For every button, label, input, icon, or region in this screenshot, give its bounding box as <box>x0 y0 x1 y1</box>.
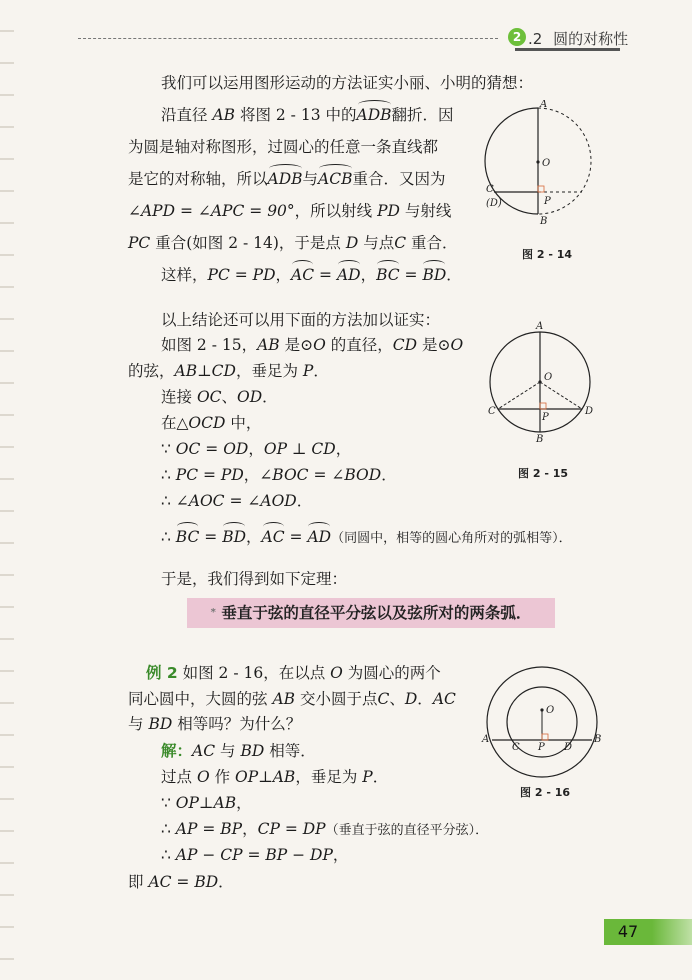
p2-line5: ∵ OC = OD，OP ⊥ CD， <box>161 440 352 458</box>
svg-text:C: C <box>512 742 520 753</box>
caption-2-14: 图 2 - 14 <box>522 248 573 261</box>
theorem-intro: 于是，我们得到如下定理： <box>161 570 348 588</box>
svg-text:A: A <box>540 100 548 110</box>
svg-text:D: D <box>564 742 573 753</box>
section-title <box>528 28 628 49</box>
p2-line1: 如图 2 - 15，AB 是⊙O 的直径，CD 是⊙O <box>161 336 464 354</box>
section-name: 圆的对称性 <box>553 30 629 48</box>
p2-line4: 在△OCD 中， <box>161 414 262 432</box>
p2-line7: ∴ ∠AOC = ∠AOD． <box>161 492 313 510</box>
figure-2-16 <box>480 660 605 785</box>
page-number-tab <box>652 919 692 945</box>
svg-text:B: B <box>536 434 544 445</box>
svg-text:B: B <box>540 216 548 227</box>
header-underline <box>515 48 620 51</box>
p2-line3: 连接 OC、OD． <box>161 388 278 406</box>
theorem-box <box>187 598 555 628</box>
example-label: 例 2 <box>146 664 178 682</box>
chapter-badge-icon: 2 <box>508 28 526 46</box>
theorem-star: * <box>210 607 216 618</box>
solution-line4: ∴ AP = BP，CP = DP（垂直于弦的直径平分弦）． <box>161 820 489 838</box>
svg-text:P: P <box>544 196 551 207</box>
p2-intro: 以上结论还可以用下面的方法加以证实： <box>161 311 441 329</box>
svg-text:O: O <box>544 372 553 383</box>
solution-line6: 即 AC = BD． <box>128 873 234 891</box>
header-rule <box>78 38 498 39</box>
example-line1: 例 2 如图 2 - 16，在以点 O 为圆心的两个 <box>146 664 441 682</box>
figure-2-14 <box>484 100 604 230</box>
svg-text:A: A <box>482 734 490 745</box>
section-number: .2 <box>528 30 543 48</box>
svg-text:(D): (D) <box>486 198 502 209</box>
svg-text:A: A <box>536 321 544 332</box>
solution-line3: ∵ OP⊥AB， <box>161 794 252 812</box>
p2-line6: ∴ PC = PD，∠BOC = ∠BOD． <box>161 466 397 484</box>
p2-line2: 的弦，AB⊥CD，垂足为 P． <box>128 362 329 380</box>
caption-2-16: 图 2 - 16 <box>520 786 571 799</box>
solution-line2: 过点 O 作 OP⊥AB，垂足为 P． <box>161 768 389 786</box>
page-edge <box>0 0 14 980</box>
svg-text:P: P <box>542 412 549 423</box>
p1-line5: PC 重合(如图 2 - 14)，于是点 D 与点C 重合． <box>128 234 458 252</box>
page-number: 47 <box>604 919 652 945</box>
svg-text:D: D <box>585 406 594 417</box>
svg-text:O: O <box>542 158 551 169</box>
svg-text:B: B <box>594 734 602 745</box>
p1-line2: 为圆是轴对称图形，过圆心的任意一条直线都 <box>128 138 439 156</box>
solution-line5: ∴ AP − CP = BP − DP， <box>161 846 349 864</box>
p1-intro: 我们可以运用图形运动的方法证实小丽、小明的猜想： <box>161 74 534 92</box>
theorem-text: 垂直于弦的直径平分弦以及弦所对的两条弧． <box>221 604 532 622</box>
p1-line4: ∠APD = ∠APC = 90°，所以射线 PD 与射线 <box>128 202 452 220</box>
svg-text:P: P <box>538 742 545 753</box>
example-line3: 与 BD 相等吗？为什么？ <box>128 715 302 733</box>
figure-2-15 <box>484 318 604 448</box>
p1-line3: 是它的对称轴，所以ADB与ACB重合．又因为 <box>128 170 446 188</box>
p1-line1: 沿直径 AB 将图 2 - 13 中的ADB翻折．因 <box>161 106 454 124</box>
p2-line8: ∴ BC = BD，AC = AD（同圆中，相等的圆心角所对的弧相等）． <box>161 528 572 546</box>
solution-line: 解：AC 与 BD 相等． <box>161 742 316 760</box>
solution-label: 解： <box>161 742 193 760</box>
caption-2-15: 图 2 - 15 <box>518 467 569 480</box>
svg-text:C: C <box>488 406 496 417</box>
svg-text:C: C <box>486 184 494 195</box>
example-line2: 同心圆中，大圆的弦 AB 交小圆于点C、D．AC <box>128 690 456 708</box>
svg-text:O: O <box>546 705 555 716</box>
p1-line6: 这样，PC = PD，AC = AD，BC = BD． <box>161 266 462 284</box>
